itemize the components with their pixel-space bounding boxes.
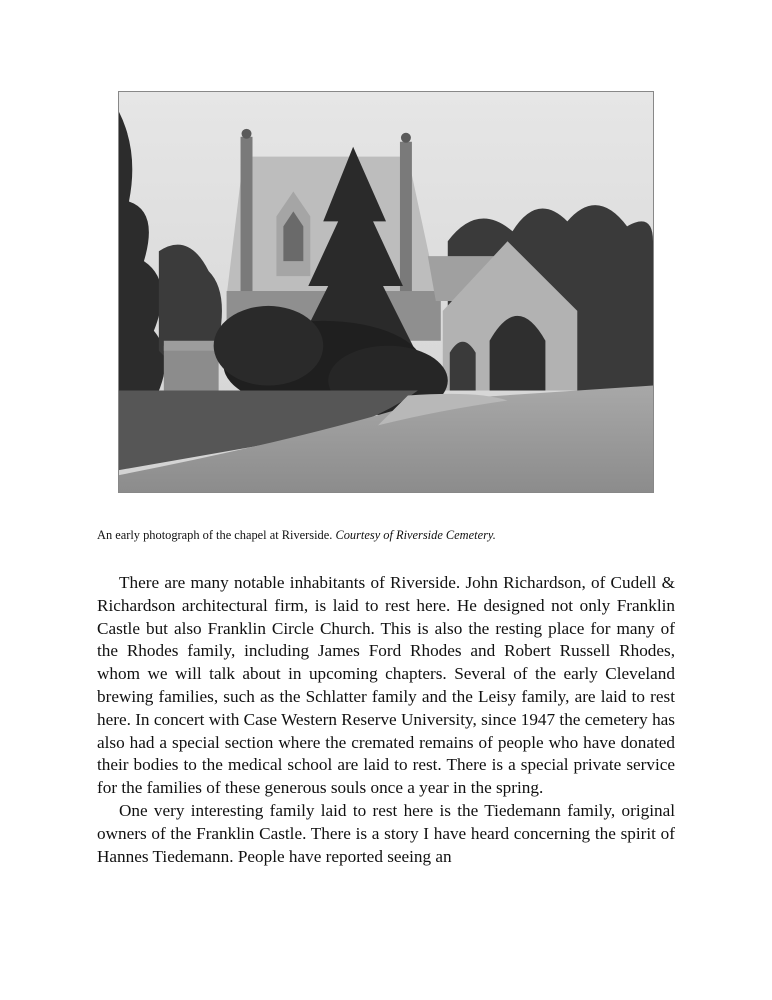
chapel-photograph — [118, 91, 654, 493]
caption-credit: Courtesy of Riverside Cemetery. — [335, 528, 496, 542]
paragraph: There are many notable inhabitants of Riverside. John Richardson, of Cudell & Richardson architectural firm, is laid to rest here. He designed not only Franklin Castle but also Franklin Circle Church. This is also the resting place for many of the Rhodes family, including James Ford Rhodes and Robert Russell Rhodes, whom we will talk about in upcoming chapters. Several of the early Cleveland brewing families, such as the Schlatter family and the Leisy family, are laid to rest here. In concert with Case Western Reserve University, since 1947 the cemetery has also had a special section where the cremated remains of people who have donated their bodies to the medical school are laid to rest. There is a special private service for the families of these generous souls once a year in the spring. — [97, 573, 675, 798]
caption-text: An early photograph of the chapel at Riverside. — [97, 528, 333, 542]
photo-caption — [97, 527, 717, 543]
body-text — [97, 572, 675, 868]
paragraph: One very interesting family laid to rest here is the Tiedemann family, original owners of the Franklin Castle. There is a story I have heard concerning the spirit of Hannes Tiedemann. People have reported seeing an — [97, 800, 675, 866]
chapel-photo-image — [119, 92, 653, 492]
